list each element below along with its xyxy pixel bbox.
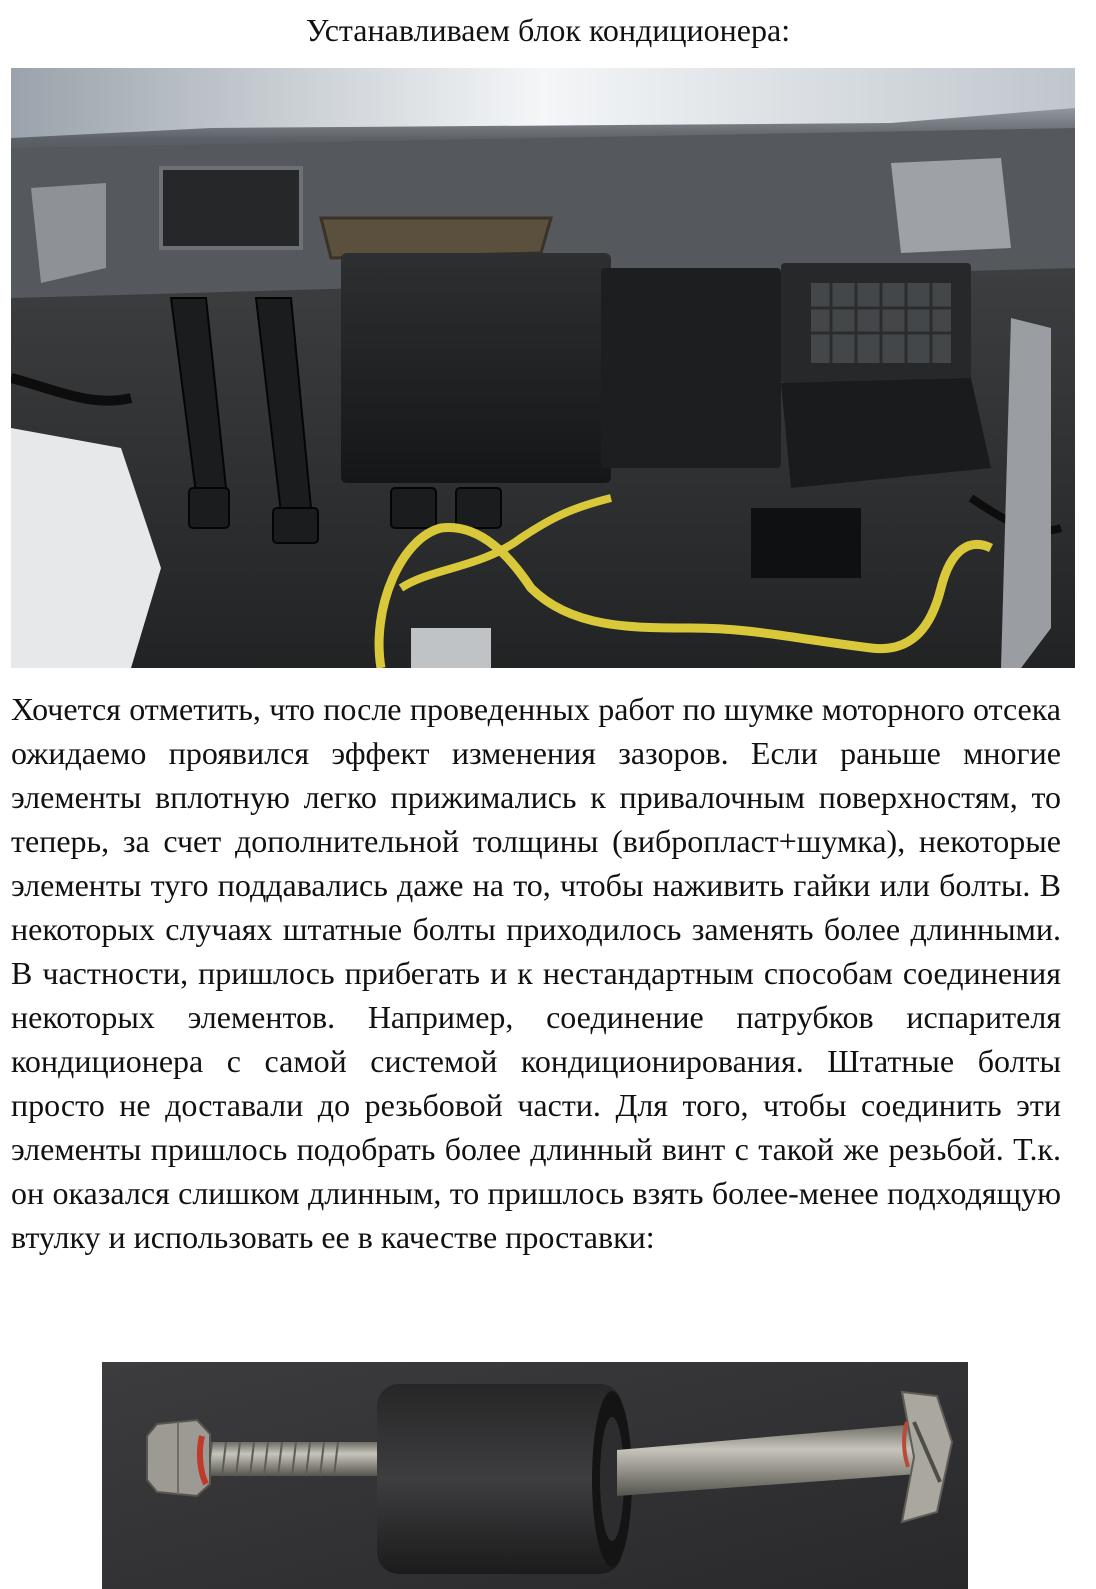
hvac-unit-photo [11, 68, 1075, 668]
hvac-unit-illustration [11, 68, 1075, 668]
body-paragraph: Хочется отметить, что после проведенных работ по шумке моторного отсека ожидаемо проявился эффект изменения зазоров. Если раньше многие элементы вплотную легко прижимались к привалочным поверхностям, то теперь, за счет дополнительной толщины (вибропласт+шумка), некоторые элементы туго поддавались даже на то, чтобы наживить гайки или болты. В некоторых случаях штатные болты приходилось заменять более длинными. В частности, пришлось прибегать и к нестандартным способам соединения некоторых элементов. Например, соединение патрубков испарителя кондиционера с самой системой кондиционирования. Штатные болты просто не доставали до резьбовой части. Для того, чтобы соединить эти элементы пришлось подобрать более длинный винт с такой же резьбой. Т.к. он оказался слишком длинным, то пришлось взять более-менее подходящую втулку и использовать ее в качестве проставки: [11, 691, 1061, 1255]
bolt-with-spacer-photo [102, 1362, 968, 1589]
page-heading: Устанавливаем блок кондиционера: [305, 12, 791, 48]
bolt-with-spacer-illustration [102, 1362, 968, 1589]
